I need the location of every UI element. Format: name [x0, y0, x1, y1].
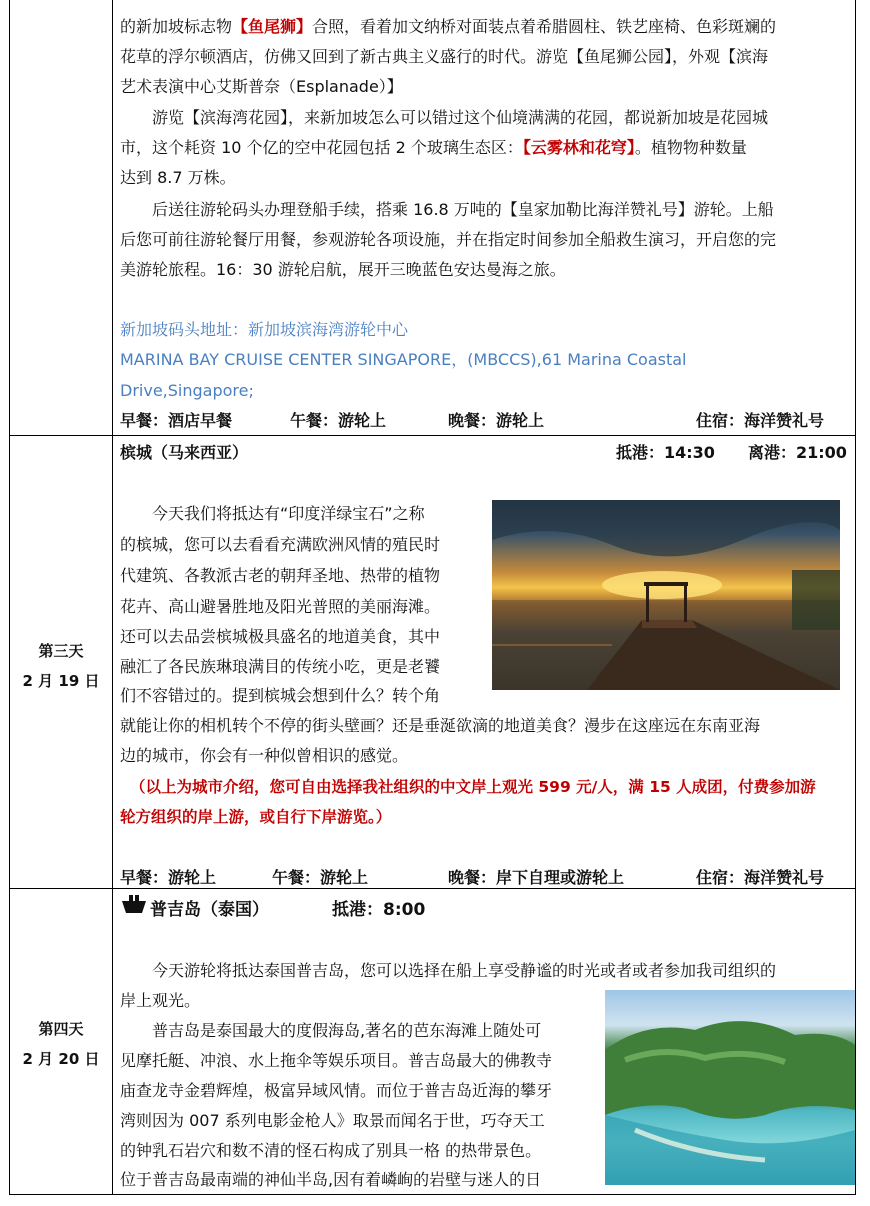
day4-wrap-line-4: 湾则因为 007 系列电影金枪人》取景而闻名于世，巧夺天工 — [120, 1111, 545, 1130]
address-line-1: 新加坡码头地址：新加坡滨海湾游轮中心 — [120, 320, 409, 339]
address-line-3: Drive,Singapore; — [120, 381, 254, 400]
day3-full-line-2: 边的城市，你会有一种似曾相识的感觉。 — [120, 746, 409, 765]
day3-city: 槟城（马来西亚） — [120, 443, 249, 462]
day3-wrap-line-5: 还可以去品尝槟城极具盛名的地道美食，其中 — [120, 627, 441, 646]
day3-arrive: 抵港：14:30 — [616, 443, 715, 462]
day4-label: 第四天 — [38, 1020, 84, 1038]
text-segment: 后您可前往游轮餐厅用餐，参观游轮各项设施，并在指定时间参加全船救生演习，开启您的完 — [120, 230, 777, 249]
day3-wrap-line-7: 们不容错过的。提到槟城会想到什么？转个角 — [120, 686, 441, 705]
text-segment: 艺术表演中心艾斯普奈（Esplanade）】 — [120, 77, 403, 96]
day3-depart: 离港：21:00 — [748, 443, 847, 462]
day3-wrap-line-1: 今天我们将抵达有“印度洋绿宝石”之称 — [152, 504, 425, 523]
ship-icon — [120, 893, 148, 917]
day3-wrap-line-6: 融汇了各民族琳琅满目的传统小吃，更是老饕 — [120, 657, 441, 676]
text-segment: 花草的浮尔顿酒店，仿佛又回到了新古典主义盛行的时代。游览【鱼尾狮公园】，外观【滨海 — [120, 47, 769, 66]
island-illustration — [605, 990, 855, 1185]
text-line — [120, 225, 848, 255]
day2-lunch: 午餐：游轮上 — [290, 411, 387, 430]
text-segment: 达到 8.7 万株。 — [120, 168, 236, 187]
highlight-segment: 【云雾林和花穹】 — [522, 138, 635, 157]
highlight-segment: 【鱼尾狮】 — [232, 17, 313, 36]
day2-paragraph-3 — [120, 195, 848, 285]
day4-wrap-line-5: 的钟乳石岩穴和数不清的怪石构成了别具一格 的热带景色。 — [120, 1141, 542, 1160]
day3-full-line-1: 就能让你的相机转个不停的街头壁画？还是垂涎欲滴的地道美食？漫步在这座远在东南亚海 — [120, 716, 761, 735]
text-line — [120, 255, 848, 285]
text-segment: 美游轮旅程。16：30 游轮启航，展开三晚蓝色安达曼海之旅。 — [120, 260, 566, 279]
day4-date: 2 月 20 日 — [22, 1050, 100, 1068]
day3-lunch: 午餐：游轮上 — [272, 868, 369, 887]
day4-wrap-line-1: 普吉岛是泰国最大的度假海岛,著名的芭东海滩上随处可 — [152, 1021, 542, 1040]
day2-dinner: 晚餐：游轮上 — [448, 411, 545, 430]
day4-intro-line-1: 今天游轮将抵达泰国普吉岛，您可以选择在船上享受静谧的时光或者或者参加我司组织的 — [152, 961, 777, 980]
text-segment: 的新加坡标志物 — [120, 17, 233, 36]
text-line — [120, 72, 848, 102]
text-segment: 市，这个耗资 10 个亿的空中花园包括 2 个玻璃生态区： — [120, 138, 523, 157]
text-line — [120, 133, 848, 163]
day4-wrap-line-6: 位于普吉岛最南端的神仙半岛,因有着嶙峋的岩壁与迷人的日 — [120, 1170, 542, 1189]
day4-intro-line-2: 岸上观光。 — [120, 991, 201, 1010]
day3-wrap-line-4: 花卉、高山避暑胜地及阳光普照的美丽海滩。 — [120, 597, 441, 616]
day4-arrive: 抵港：8:00 — [332, 900, 426, 920]
day4-city: 普吉岛（泰国） — [150, 900, 269, 920]
day3-wrap-line-3: 代建筑、各教派古老的朝拜圣地、热带的植物 — [120, 566, 441, 585]
text-segment: 合照，看着加文纳桥对面装点着希腊圆柱、铁艺座椅、色彩斑斓的 — [312, 17, 777, 36]
text-segment: 。植物物种数量 — [634, 138, 747, 157]
text-line — [120, 195, 848, 225]
day3-note-line-1: （以上为城市介绍，您可自由选择我社组织的中文岸上观光 599 元/人，满 15 人成团，付费参加游 — [130, 778, 816, 796]
day3-label: 第三天 — [38, 642, 84, 660]
text-segment: 游览【滨海湾花园】，来新加坡怎么可以错过这个仙境满满的花园，都说新加坡是花园城 — [152, 108, 769, 127]
day2-paragraph-1 — [120, 12, 848, 102]
day3-date: 2 月 19 日 — [22, 672, 100, 690]
day3-wrap-line-2: 的槟城，您可以去看看充满欧洲风情的殖民时 — [120, 535, 441, 554]
address-line-2: MARINA BAY CRUISE CENTER SINGAPORE，(MBCCS),61 Marina Coastal — [120, 350, 687, 369]
table-border-right — [855, 0, 856, 1195]
penang-pier-sunset-photo — [492, 500, 840, 690]
day3-dinner: 晚餐：岸下自理或游轮上 — [448, 868, 625, 887]
row-divider-1 — [9, 435, 856, 436]
day2-paragraph-2 — [120, 103, 848, 193]
row-divider-2 — [9, 888, 856, 889]
text-line — [120, 163, 848, 193]
text-line — [120, 42, 848, 72]
day2-stay: 住宿：海洋赞礼号 — [696, 411, 825, 430]
day3-note-line-2: 轮方组织的岸上游，或自行下岸游览。） — [120, 808, 392, 826]
phuket-island-photo — [605, 990, 855, 1185]
day3-breakfast: 早餐：游轮上 — [120, 868, 217, 887]
day4-wrap-line-3: 庙查龙寺金碧辉煌，极富异域风情。而位于普吉岛近海的攀牙 — [120, 1081, 553, 1100]
text-line — [120, 12, 848, 42]
day2-breakfast: 早餐：酒店早餐 — [120, 411, 233, 430]
text-line — [120, 103, 848, 133]
day3-stay: 住宿：海洋赞礼号 — [696, 868, 825, 887]
text-segment: 后送往游轮码头办理登船手续，搭乘 16.8 万吨的【皇家加勒比海洋赞礼号】游轮。上船 — [152, 200, 774, 219]
pier-illustration — [492, 500, 840, 690]
day4-wrap-line-2: 见摩托艇、冲浪、水上拖伞等娱乐项目。普吉岛最大的佛教寺 — [120, 1051, 553, 1070]
